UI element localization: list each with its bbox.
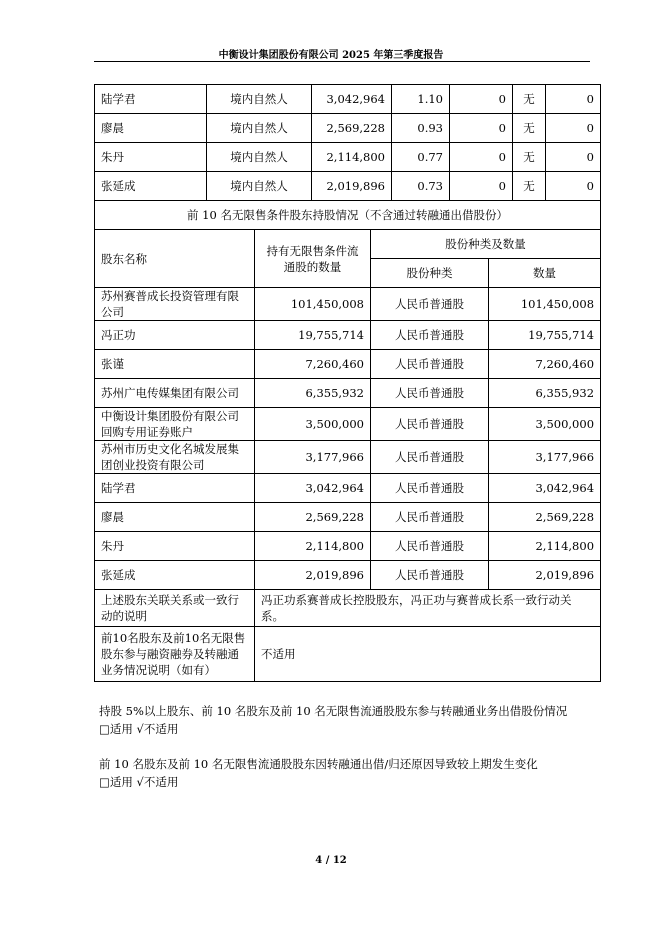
- shares-held: 2,569,228: [312, 114, 392, 143]
- pledge-quantity: 0: [546, 85, 601, 114]
- holder-row: [95, 288, 601, 321]
- pledge-quantity: 0: [546, 114, 601, 143]
- note-lending-text: 持股 5%以上股东、前 10 名股东及前 10 名无限售流通股股东参与转融通业务出借股份情况: [99, 704, 568, 718]
- tradable-shares: 7,260,460: [255, 350, 371, 379]
- unrestricted-holders-table: [94, 200, 601, 682]
- holder-name: 朱丹: [95, 143, 207, 172]
- holder-name: 苏州广电传媒集团有限公司: [95, 379, 255, 408]
- restricted-shares: 0: [450, 172, 513, 201]
- share-kind: 人民币普通股: [371, 441, 489, 474]
- holder-name: 苏州赛普成长投资管理有限公司: [95, 288, 255, 321]
- share-kind: 人民币普通股: [371, 503, 489, 532]
- holder-type: 境内自然人: [207, 114, 312, 143]
- top-shareholders-table-continued: [94, 84, 601, 201]
- shares-held: 3,042,964: [312, 85, 392, 114]
- pledge-quantity: 0: [546, 172, 601, 201]
- share-amount: 3,042,964: [489, 474, 601, 503]
- share-kind: 人民币普通股: [371, 350, 489, 379]
- share-amount: 2,019,896: [489, 561, 601, 590]
- col-share-class: 股份种类及数量: [371, 230, 601, 259]
- margin-trading-value: 不适用: [255, 627, 601, 682]
- shareholding-pct: 0.93: [392, 114, 450, 143]
- tradable-shares: 3,500,000: [255, 408, 371, 441]
- note-change-text: 前 10 名股东及前 10 名无限售流通股股东因转融通出借/归还原因导致较上期发生变化: [99, 757, 538, 771]
- share-amount: 2,569,228: [489, 503, 601, 532]
- related-parties-value: 冯正功系赛普成长控股股东，冯正功与赛普成长系一致行动关系。: [255, 590, 601, 627]
- restricted-shares: 0: [450, 114, 513, 143]
- restricted-shares: 0: [450, 85, 513, 114]
- shareholder-row: [95, 172, 601, 201]
- section-title: 前 10 名无限售条件股东持股情况（不含通过转融通出借股份）: [95, 201, 601, 230]
- shares-held: 2,114,800: [312, 143, 392, 172]
- holder-name: 苏州市历史文化名城发展集团创业投资有限公司: [95, 441, 255, 474]
- note-change: [99, 755, 538, 791]
- tradable-shares: 3,177,966: [255, 441, 371, 474]
- note-lending-options: □适用 √不适用: [99, 722, 179, 736]
- holder-row: [95, 441, 601, 474]
- holder-name: 冯正功: [95, 321, 255, 350]
- tradable-shares: 2,019,896: [255, 561, 371, 590]
- tradable-shares: 2,114,800: [255, 532, 371, 561]
- shareholding-pct: 0.73: [392, 172, 450, 201]
- shareholding-pct: 1.10: [392, 85, 450, 114]
- share-kind: 人民币普通股: [371, 408, 489, 441]
- share-kind: 人民币普通股: [371, 561, 489, 590]
- share-amount: 7,260,460: [489, 350, 601, 379]
- tradable-shares: 2,569,228: [255, 503, 371, 532]
- pledge-status: 无: [513, 143, 546, 172]
- share-kind: 人民币普通股: [371, 321, 489, 350]
- shareholder-row: [95, 114, 601, 143]
- holder-type: 境内自然人: [207, 143, 312, 172]
- shareholder-row: [95, 143, 601, 172]
- holder-row: [95, 350, 601, 379]
- share-amount: 3,177,966: [489, 441, 601, 474]
- holder-name: 张延成: [95, 172, 207, 201]
- holder-row: [95, 474, 601, 503]
- shareholder-row: [95, 85, 601, 114]
- tradable-shares: 3,042,964: [255, 474, 371, 503]
- share-kind: 人民币普通股: [371, 379, 489, 408]
- share-amount: 2,114,800: [489, 532, 601, 561]
- holder-row: [95, 503, 601, 532]
- tradable-shares: 6,355,932: [255, 379, 371, 408]
- holder-row: [95, 408, 601, 441]
- share-kind: 人民币普通股: [371, 474, 489, 503]
- report-header: 中衡设计集团股份有限公司 2025 年第三季度报告: [218, 50, 444, 61]
- shares-held: 2,019,896: [312, 172, 392, 201]
- holder-row: [95, 561, 601, 590]
- holder-name: 陆学君: [95, 474, 255, 503]
- holder-row: [95, 532, 601, 561]
- holder-name: 张谨: [95, 350, 255, 379]
- share-kind: 人民币普通股: [371, 532, 489, 561]
- holder-row: [95, 379, 601, 408]
- pledge-status: 无: [513, 85, 546, 114]
- pledge-quantity: 0: [546, 143, 601, 172]
- pledge-status: 无: [513, 172, 546, 201]
- shareholding-pct: 0.77: [392, 143, 450, 172]
- pledge-status: 无: [513, 114, 546, 143]
- holder-type: 境内自然人: [207, 85, 312, 114]
- share-kind: 人民币普通股: [371, 288, 489, 321]
- holder-name: 陆学君: [95, 85, 207, 114]
- holder-row: [95, 321, 601, 350]
- note-lending: [99, 702, 567, 738]
- header-rule: [94, 61, 590, 62]
- margin-trading-label: 前10名股东及前10名无限售股东参与融资融券及转融通业务情况说明（如有）: [95, 627, 255, 682]
- col-share-amount: 数量: [489, 259, 601, 288]
- col-holder-name: 股东名称: [95, 230, 255, 288]
- col-share-kind: 股份种类: [371, 259, 489, 288]
- col-tradable-shares: 持有无限售条件流通股的数量: [255, 230, 371, 288]
- share-amount: 19,755,714: [489, 321, 601, 350]
- page-number: 4 / 12: [315, 855, 347, 866]
- holder-name: 中衡设计集团股份有限公司回购专用证券账户: [95, 408, 255, 441]
- share-amount: 101,450,008: [489, 288, 601, 321]
- share-amount: 3,500,000: [489, 408, 601, 441]
- holder-name: 朱丹: [95, 532, 255, 561]
- related-parties-label: 上述股东关联关系或一致行动的说明: [95, 590, 255, 627]
- holder-name: 张延成: [95, 561, 255, 590]
- holder-type: 境内自然人: [207, 172, 312, 201]
- tradable-shares: 19,755,714: [255, 321, 371, 350]
- holder-name: 廖晨: [95, 114, 207, 143]
- tradable-shares: 101,450,008: [255, 288, 371, 321]
- restricted-shares: 0: [450, 143, 513, 172]
- note-change-options: □适用 √不适用: [99, 775, 179, 789]
- holder-name: 廖晨: [95, 503, 255, 532]
- share-amount: 6,355,932: [489, 379, 601, 408]
